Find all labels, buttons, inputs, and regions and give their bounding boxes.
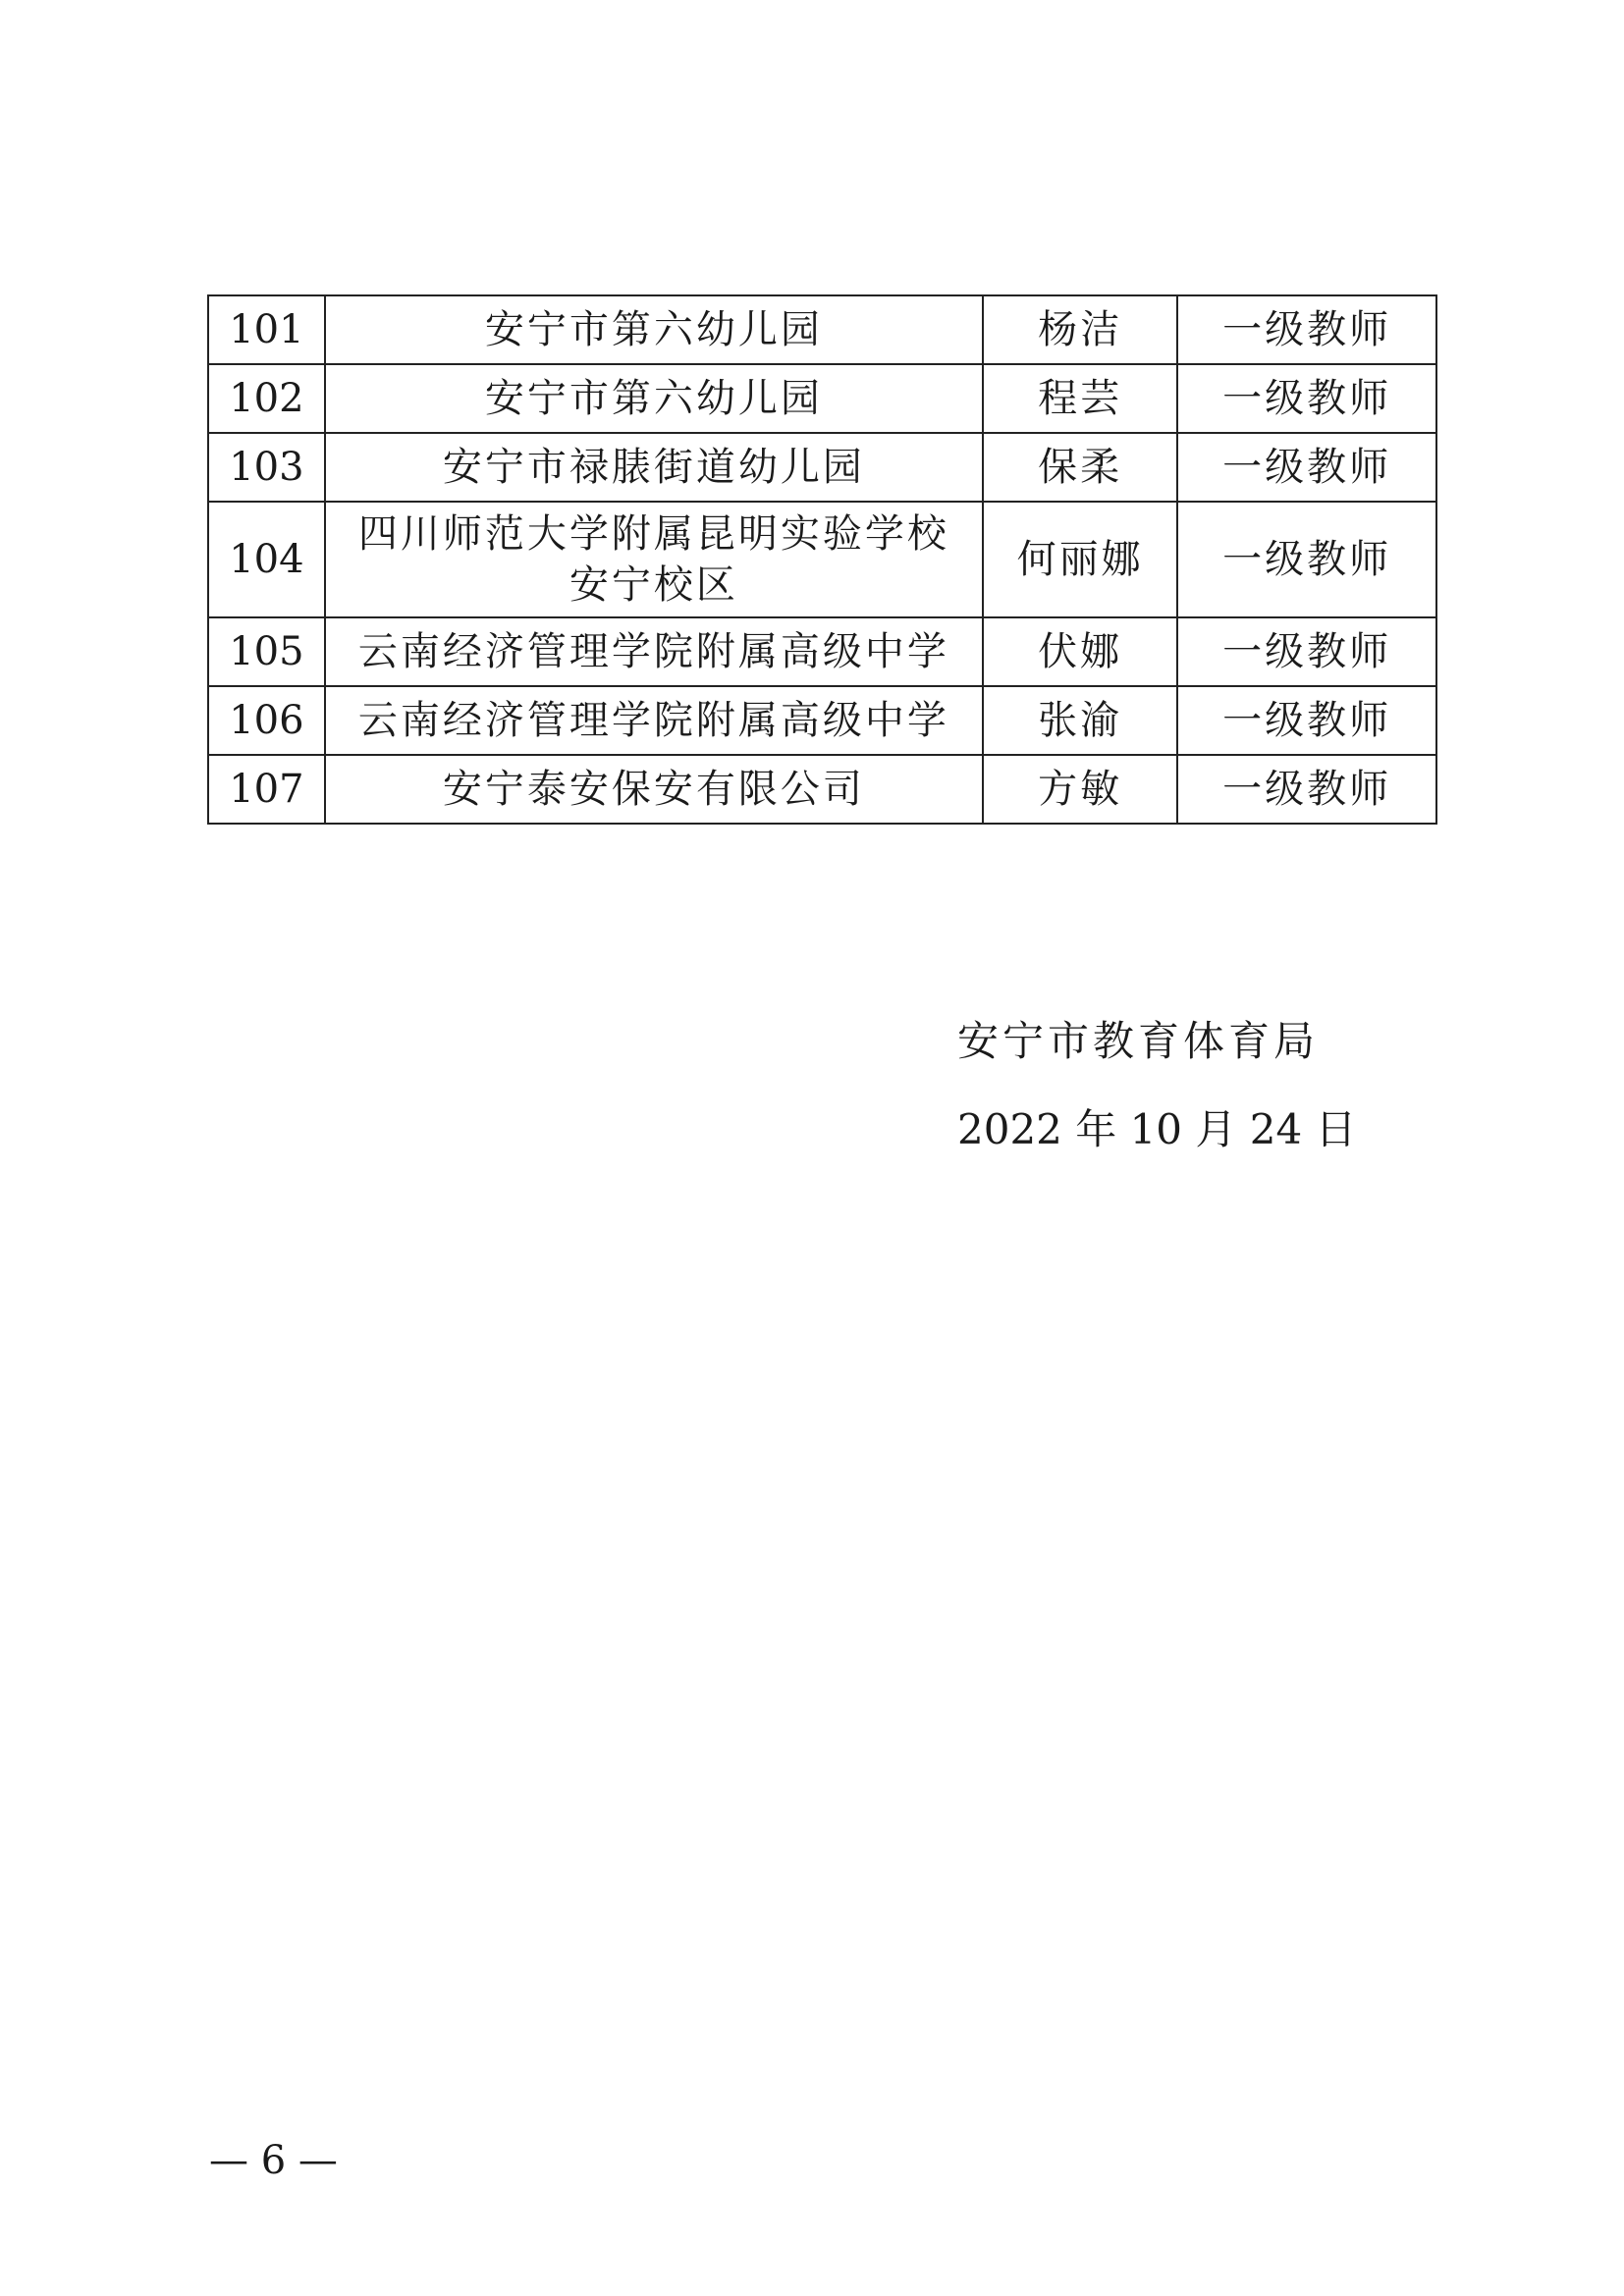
teacher-name: 保柔: [983, 433, 1177, 502]
table-row: [208, 295, 1436, 364]
school-name: [325, 502, 983, 617]
school-name: [325, 686, 983, 755]
teacher-title: 一级教师: [1177, 686, 1436, 755]
teacher-title: 一级教师: [1177, 295, 1436, 364]
table-row: [208, 617, 1436, 686]
teacher-name: 伏娜: [983, 617, 1177, 686]
teacher-list-table: [207, 294, 1437, 825]
teacher-name: 张渝: [983, 686, 1177, 755]
school-name-line: 云南经济管理学院附属高级中学: [357, 629, 949, 674]
row-number: 105: [208, 617, 325, 686]
table-row: [208, 686, 1436, 755]
row-number: 101: [208, 295, 325, 364]
teacher-title: 一级教师: [1177, 364, 1436, 433]
school-name-line: 安宁市第六幼儿园: [484, 376, 823, 421]
teacher-title: 一级教师: [1177, 502, 1436, 617]
teacher-name: 程芸: [983, 364, 1177, 433]
school-name-line: 安宁市第六幼儿园: [484, 307, 823, 352]
issuing-organization: 安宁市教育体育局: [957, 1017, 1320, 1065]
school-name: [325, 433, 983, 502]
school-name-line: 四川师范大学附属昆明实验学校: [357, 511, 949, 557]
school-name-line: 安宁泰安保安有限公司: [442, 767, 865, 812]
row-number: 104: [208, 502, 325, 617]
teacher-title: 一级教师: [1177, 433, 1436, 502]
school-name-line: 安宁校区: [568, 562, 738, 608]
row-number: 106: [208, 686, 325, 755]
teacher-title: 一级教师: [1177, 755, 1436, 824]
page-number: — 6 —: [209, 2138, 338, 2183]
school-name: [325, 364, 983, 433]
school-name: [325, 295, 983, 364]
row-number: 102: [208, 364, 325, 433]
table-row: [208, 502, 1436, 617]
school-name: [325, 617, 983, 686]
table-row: [208, 433, 1436, 502]
school-name-line: 安宁市禄脿街道幼儿园: [442, 445, 865, 490]
teacher-name: 杨洁: [983, 295, 1177, 364]
row-number: 103: [208, 433, 325, 502]
teacher-title: 一级教师: [1177, 617, 1436, 686]
teacher-name: 方敏: [983, 755, 1177, 824]
issue-date: 2022 年 10 月 24 日: [957, 1105, 1357, 1153]
school-name: [325, 755, 983, 824]
table-row: [208, 364, 1436, 433]
school-name-line: 云南经济管理学院附属高级中学: [357, 698, 949, 743]
row-number: 107: [208, 755, 325, 824]
teacher-name: 何丽娜: [983, 502, 1177, 617]
table-row: [208, 755, 1436, 824]
